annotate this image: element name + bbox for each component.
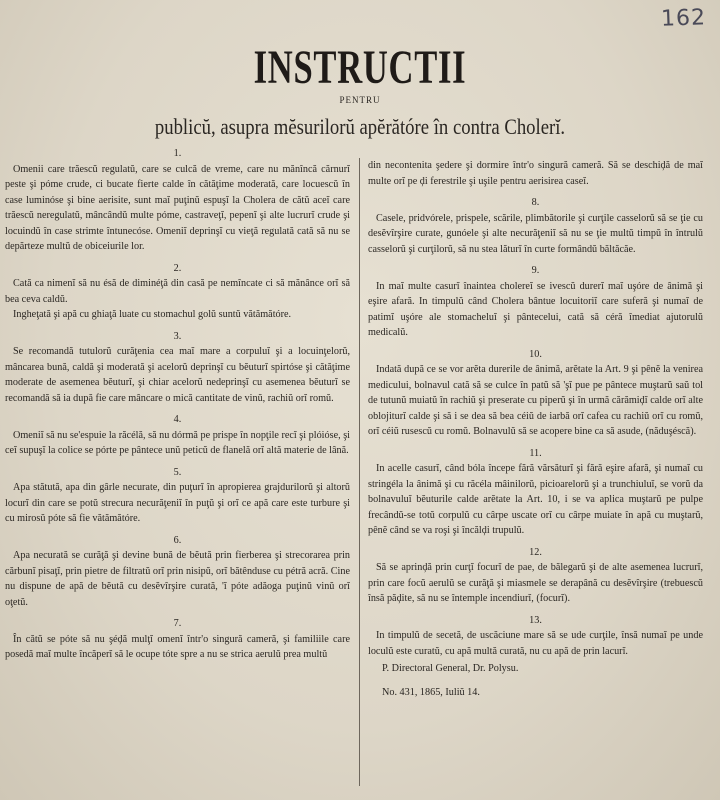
section-text: În cătŭ se póte să nu şéḑă mulţĭ omenĭ într'o singură cameră, şi familiile care posedă maĭ multe încăperĭ să le ocupe tóte spre a nu se strica aerulŭ prea multŭ: [5, 633, 350, 660]
section-text: Apa stătută, apa din gârle necurate, din puţurĭ în apropierea grajdurilorŭ şi altorŭ locurĭ din care se potŭ strecura necurăţeniĭ în puţŭ şi orĭ ce apă care este turbure şi cu mirosŭ póte să fie vătămătóre.: [5, 482, 350, 524]
right-column: [368, 158, 703, 700]
section-number: 4.: [173, 414, 182, 425]
document-title: INSTRUCTII: [253, 41, 467, 94]
section-number: 1.: [173, 148, 182, 159]
section-text: din necontenita şedere şi dormire într'o singură cameră. Să se deschiḑă de maĭ multe orĭ pe ḑi ferestrile şi uşile pentru aerisirea caseĭ.: [368, 160, 703, 187]
section-text: Se recomandă tutulorŭ curăţenia cea maĭ mare a corpuluĭ şi a locuinţelorŭ, mâncarea bună, caldă şi moderată şi acelorŭ deprinşĭ cu bĕuturĭ spirtóse şi cătăţime moderate de asemenea bĕuturĭ, şi chiar acelorŭ nedeprinşĭ cu asemenea bĕuturĭ se recomandă să ia după fie care mâncare o mică cantitate de vinŭ, rachiŭ orĭ romŭ.: [5, 346, 350, 404]
signature: P. Directoral General, Dr. Polysu.: [382, 663, 519, 674]
section-text: Ingheţată şi apă cu ghiaţă luate cu stomachul golŭ suntŭ vătămătóre.: [13, 309, 292, 320]
section-text: Indată după ce se vor arĕta durerile de ânimă, arĕtate la Art. 9 şi pênĕ la venirea medicului, bolnavul cată să se culce în patŭ să 'şĭ pue pe pântece muştarŭ saŭ tol de tutunŭ muiatŭ în rachiŭ şi preserate cu piperŭ şi în urmă cărămiḑĭ calde orĭ alte oblojiturĭ calde şi să i se dea să bea céiŭ de iarbă orĭ cafea cu rachiŭ orĭ cu romŭ, orĭ céiŭ rusescŭ cu romŭ. Bolnavulŭ să se acopere bine ca să asude, (năduşéscă).: [368, 364, 703, 437]
section-text: In timpulŭ de secetă, de uscăciune mare să se ude curţile, însă numaĭ pe unde loculŭ este curatŭ, cu apă multă curată, nu cu apă de prin lacurĭ.: [368, 630, 703, 657]
section-text: Omeniĭ să nu se'espuie la răcélă, să nu dórmă pe prispe în nopţile recĭ şi plóióse, şi ceĭ supuşĭ la colice se pórte pe pântece unŭ peticŭ de flanelă orĭ altă materie de lână.: [5, 429, 350, 456]
section-text: In maĭ multe casurĭ înaintea cholereĭ se ivescŭ durerĭ maĭ uşóre de ânimă şi eşire afară. In timpulŭ când Cholera bântue locuitoriĭ care suferă şi numaĭ de patimĭ uşóre ale stomacheluĭ şi pântecelui, cată să céră îmediat ajutorulŭ medicalŭ.: [368, 280, 703, 338]
folio-number: 162: [660, 5, 707, 32]
column-divider: [359, 158, 360, 786]
section-number: 9.: [531, 265, 540, 276]
section-number: 11.: [529, 447, 542, 459]
section-text: In acelle casurĭ, când bóla începe fără vărsăturĭ şi fără eşire afară, şi numaĭ cu stringéla la ânimă şi cu răcéla mâinilorŭ, picioarelorŭ şi a trunchiuluĭ, se vorŭ da bolnavuluĭ bĕuturile calde arĕtate la Art. 10, i se va aplica muştarŭ pe pulpe frecândŭ-se totŭ corpulŭ cu cârpe uscate orĭ cu cârpe muiate în apă cu muştarŭ, pênĕ când se va roşi şi încălḑi trupulŭ.: [368, 463, 703, 536]
section-number: 3.: [173, 330, 182, 342]
section-number: 8.: [531, 197, 540, 208]
left-column: [5, 146, 350, 663]
section-text: Să se aprinḑă prin curţĭ focurĭ de pae, de bălegarŭ şi de alte asemenea lucrurĭ, prin care focŭ aerulŭ se curăţă şi miasmele se derapână cu desĕvîrşire (trebuescŭ însă păḑite, să nu se întemple incendiurĭ, (focurĭ).: [368, 562, 703, 604]
section-text: Apa necurată se curăţă şi devine bună de bĕută prin fierberea şi strecorarea prin cărbunĭ pisaţĭ, prin pietre de filtratŭ orĭ prin nisipŭ, orĭ bătênduse cu pétră acră. Cine nu dispune de apă de bĕută cu desĕvîrşire curată, 'ĭ póte adăoga puţinŭ vinŭ orĭ oţetŭ.: [5, 550, 350, 608]
section-number: 12.: [529, 546, 542, 558]
section-number: 7.: [173, 618, 182, 629]
section-number: 10.: [529, 348, 542, 360]
footer-reference: No. 431, 1865, Iuliŭ 14.: [382, 686, 480, 698]
document-subtitle: publicŭ, asupra mĕsurilorŭ apĕrătóre în contra Cholerĭ.: [154, 114, 566, 139]
section-number: 5.: [173, 466, 182, 478]
section-number: 13.: [529, 614, 542, 626]
section-number: 2.: [173, 262, 182, 274]
title-preposition: PENTRU: [339, 95, 381, 105]
section-text: Cată ca nimenĭ să nu ésă de diminéţă din casă pe nemîncate ci să mănânce orĭ să bea ceva caldŭ.: [5, 278, 350, 305]
section-number: 6.: [173, 534, 182, 546]
section-text: Casele, pridvórele, prispele, scările, plimbătorile şi curţile casselorŭ să se ţie cu desĕvîrşire curate, gunóele şi alte necurăţeniĭ să nu se ţie multŭ timpŭ în întrulŭ casselorŭ şi curţilorŭ, să nu stea lăturĭ în curte formândŭ băltăcăe.: [368, 212, 703, 255]
section-text: Omenii care trăescŭ regulatŭ, care se culcă de vreme, care nu mănîncă cărnurĭ peste şi póme crude, ci bucate fierte calde în cătăţime moderată, care locuescŭ în case luminóse şi bine aerisite, sunt maĭ puţinŭ espuşĭ la Cholera de cătŭ aceĭ care trăescŭ neregulatŭ, mâncândŭ multe póme, castraveţĭ, pepenĭ şi alte lucrurĭ crude şi locuindŭ în case strimte întunecóse. Omeniĭ deprinşĭ cu vieţă regulată cată să nu se depărteze multŭ de obiceiurile lor.: [5, 163, 350, 252]
